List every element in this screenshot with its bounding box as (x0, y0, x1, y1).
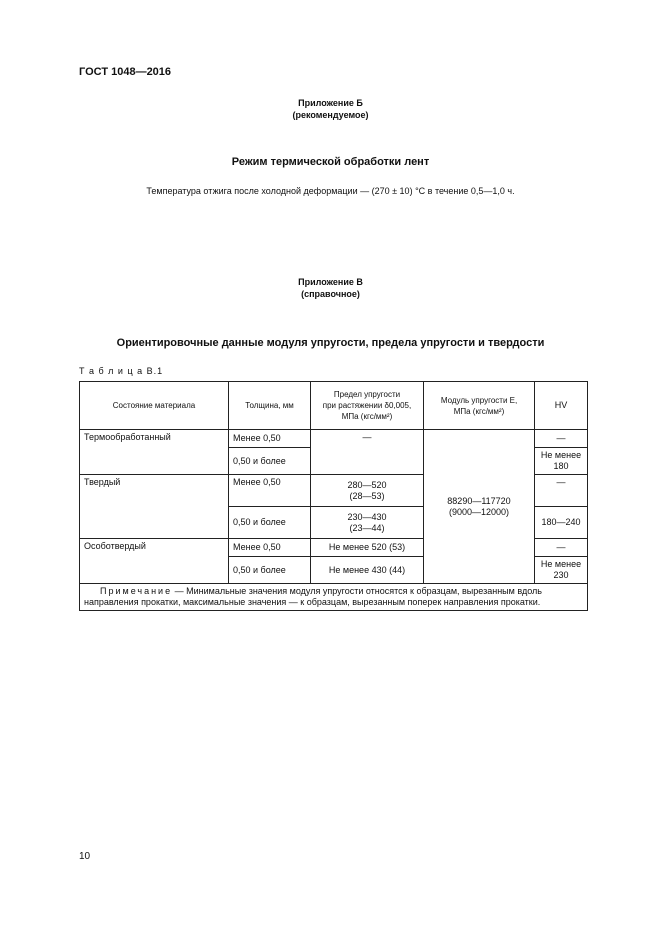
elastic-limit-line2: (23—44) (349, 522, 385, 533)
annex-b-text: Температура отжига после холодной деформации — (270 ± 10) °С в течение 0,5—1,0 ч. (146, 186, 515, 196)
header-elastic-limit-line1: Предел упругости (333, 390, 401, 399)
cell-hv: Не менее 230 (535, 557, 588, 584)
header-modulus-line1: Модуль упругости Е, (440, 395, 518, 405)
header-elastic-limit-line2: при растяжении δ0,005, (322, 401, 412, 410)
modulus-value-line1: 88290—117720 (447, 495, 511, 506)
header-elastic-limit-line3: МПа (кгс/мм²) (341, 412, 393, 421)
cell-elastic-limit: Не менее 520 (53) (311, 539, 424, 557)
annex-v-status: (справочное) (301, 289, 360, 299)
cell-thickness: 0,50 и более (229, 557, 311, 584)
cell-hv: — (535, 430, 588, 448)
elastic-limit-line2: (28—53) (349, 490, 385, 501)
cell-hv: 180—240 (535, 507, 588, 539)
note-lead: Примечание (100, 586, 173, 596)
data-table (79, 381, 588, 611)
annex-v-heading: Ориентировочные данные модуля упругости, предела упругости и твердости (116, 337, 545, 349)
table-header-row (80, 382, 588, 430)
cell-hv: — (535, 539, 588, 557)
header-thickness: Толщина, мм (229, 382, 311, 430)
cell-elastic-limit: Не менее 430 (44) (311, 557, 424, 584)
cell-modulus (424, 430, 535, 584)
header-elastic-limit (311, 382, 424, 430)
note-text: — Минимальные значения модуля упругости относятся к образцам, вырезанным вдоль направления прокатки, максимальные значения — к образцам, вырезанным поперек направления прокатки. (84, 586, 543, 607)
annex-b-heading: Режим термической обработки лент (231, 156, 430, 168)
table-caption: Т а б л и ц а В.1 (79, 366, 164, 376)
cell-hv: — (535, 475, 588, 507)
header-modulus-line2: МПа (кгс/мм²) (453, 406, 505, 416)
elastic-limit-line1: 230—430 (347, 511, 387, 522)
cell-thickness: 0,50 и более (229, 448, 311, 475)
page-number: 10 (79, 851, 91, 862)
cell-hv: Не менее 180 (535, 448, 588, 475)
cell-elastic-limit: — (311, 430, 424, 475)
header-hv: HV (535, 382, 588, 430)
elastic-limit-line1: 280—520 (347, 479, 387, 490)
table-note-row (80, 584, 588, 611)
cell-state: Термообработанный (80, 430, 229, 475)
annex-b-status: (рекомендуемое) (292, 110, 369, 120)
cell-thickness: 0,50 и более (229, 507, 311, 539)
header-modulus (424, 382, 535, 430)
cell-elastic-limit (311, 507, 424, 539)
cell-thickness: Менее 0,50 (229, 430, 311, 448)
cell-state: Твердый (80, 475, 229, 539)
annex-v-title: Приложение В (298, 277, 363, 287)
cell-thickness: Менее 0,50 (229, 539, 311, 557)
modulus-value-line2: (9000—12000) (448, 506, 510, 517)
table-row (80, 430, 588, 448)
table-note (80, 584, 588, 611)
cell-elastic-limit (311, 475, 424, 507)
cell-thickness: Менее 0,50 (229, 475, 311, 507)
header-state: Состояние материала (80, 382, 229, 430)
annex-b-title: Приложение Б (298, 98, 363, 108)
document-code: ГОСТ 1048—2016 (79, 66, 172, 78)
cell-state: Особотвердый (80, 539, 229, 584)
